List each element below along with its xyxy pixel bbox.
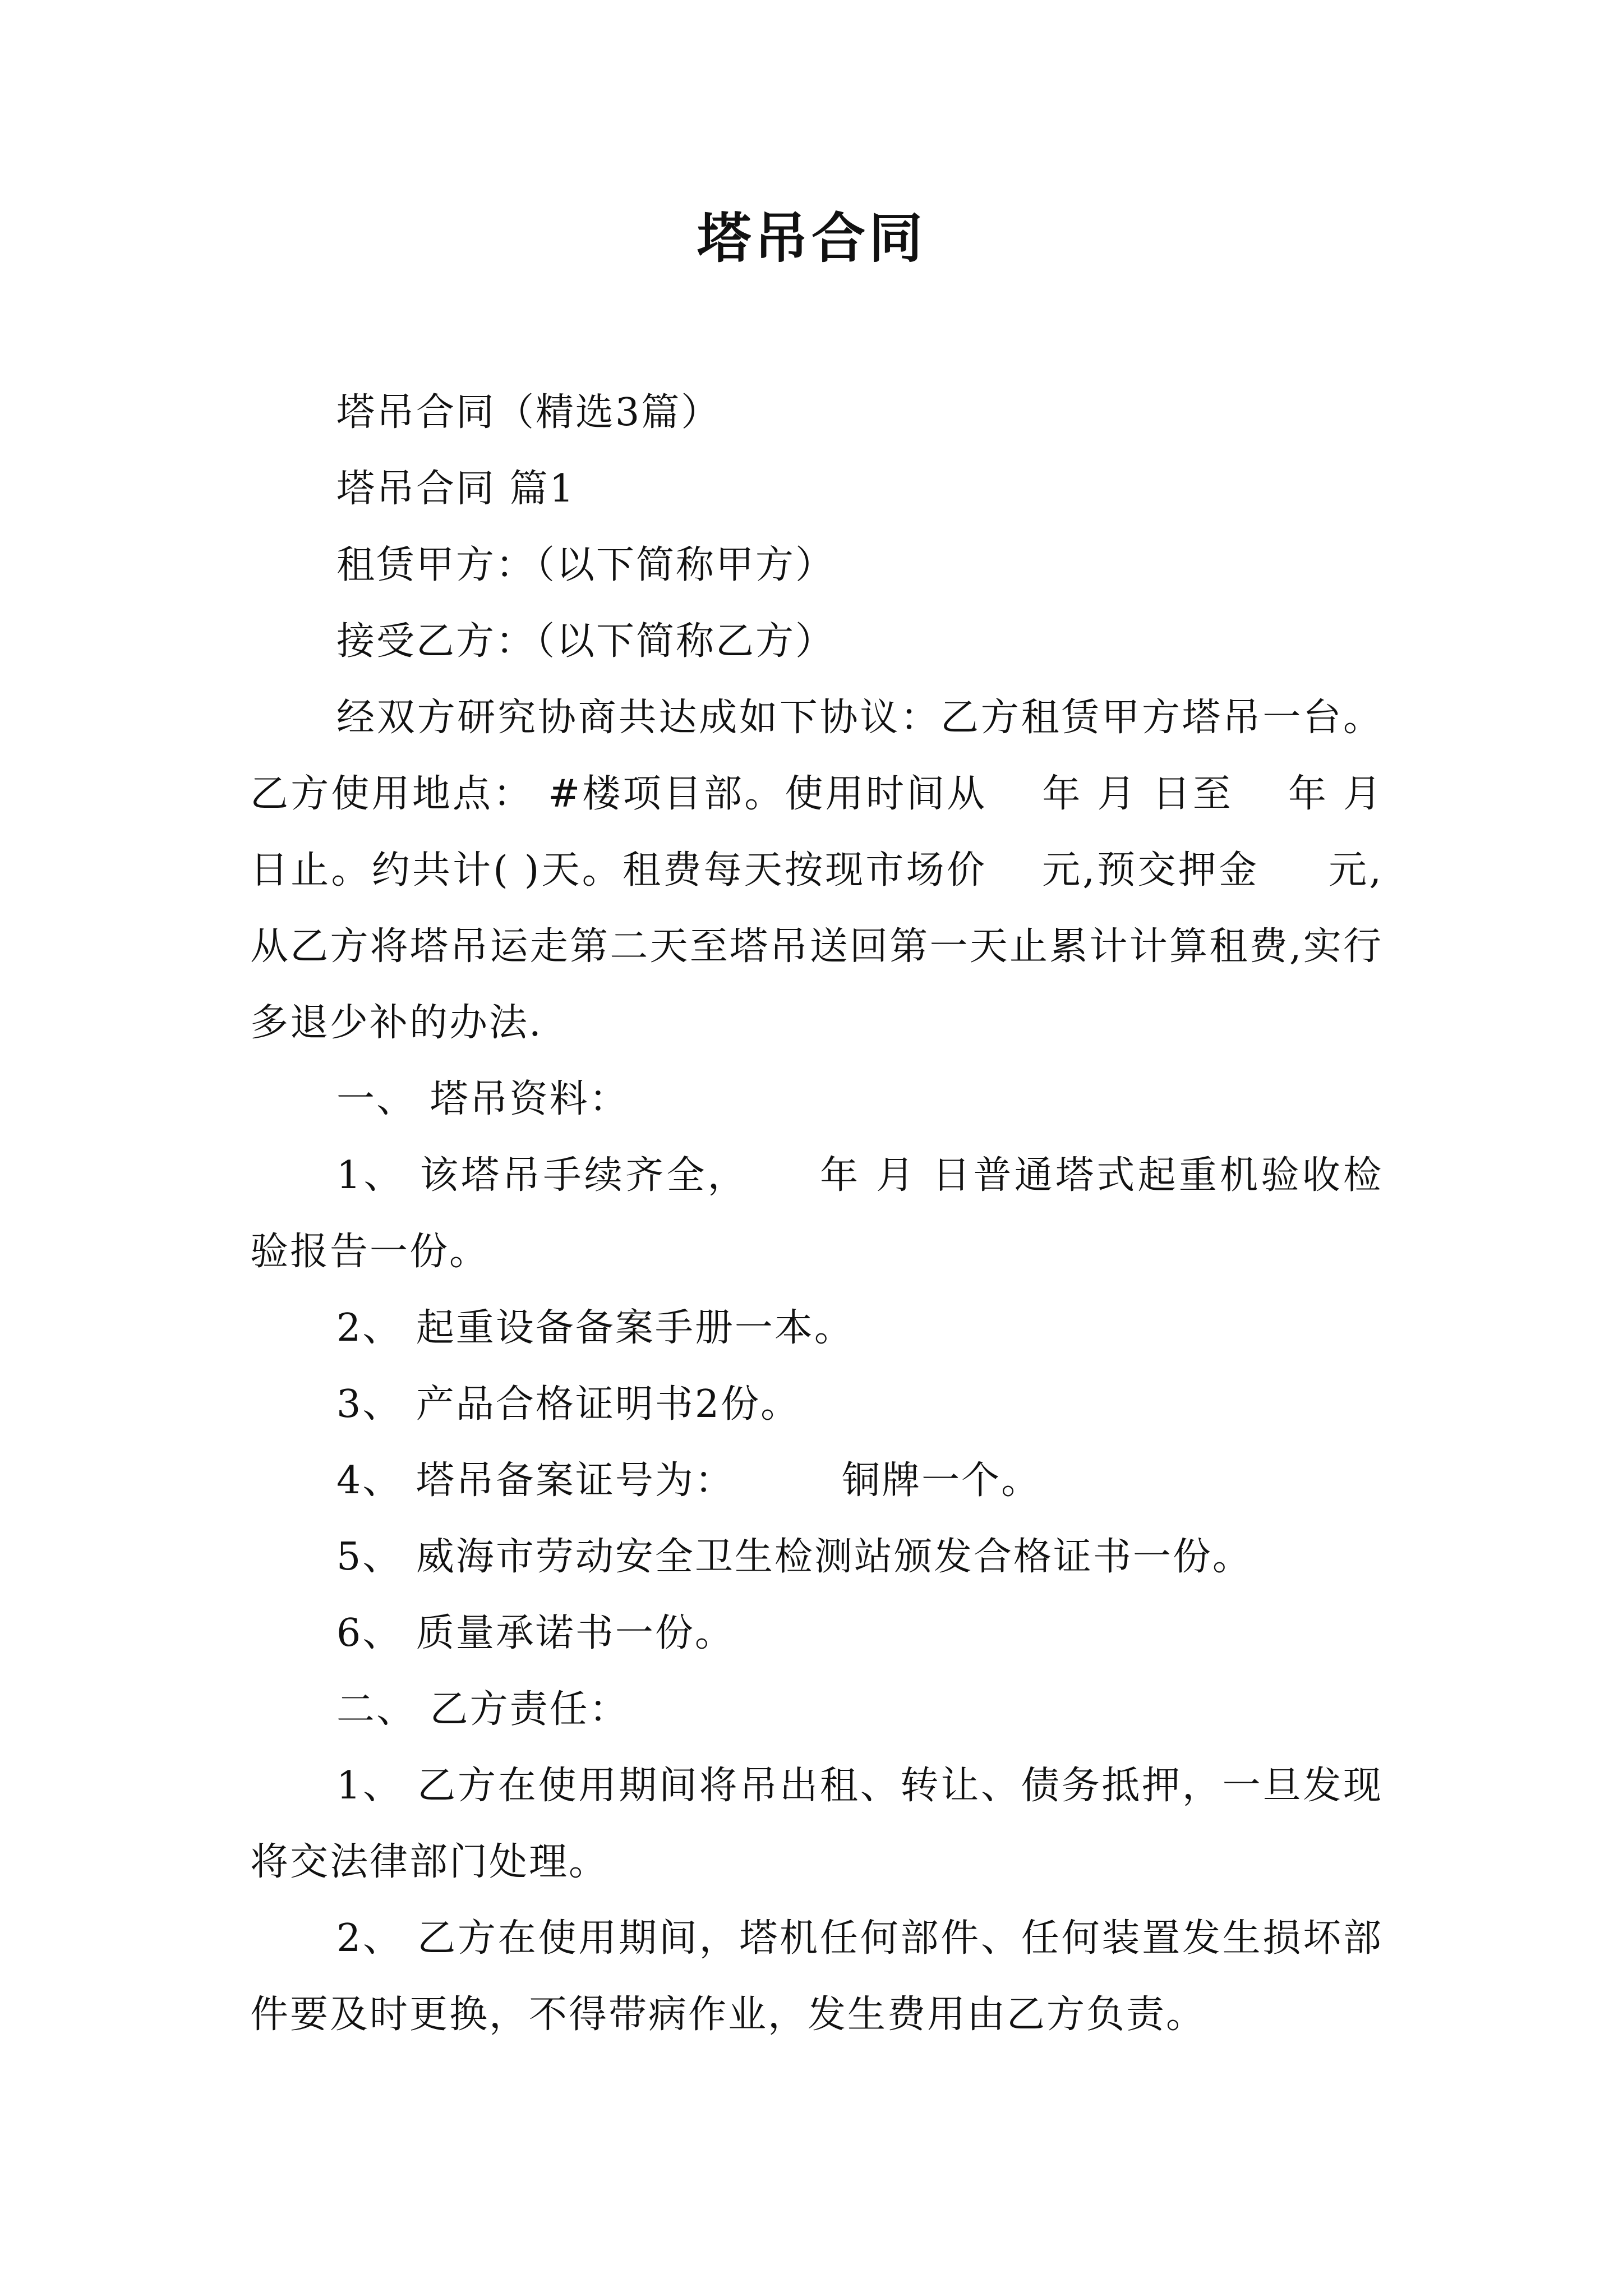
- paragraph-item: 1、 乙方在使用期间将吊出租、转让、债务抵押，一旦发现将交法律部门处理。: [250, 1764, 1383, 1884]
- paragraph-section-heading: 塔吊合同 篇1: [336, 467, 575, 511]
- paragraph-heading-materials: 一、 塔吊资料：: [336, 1077, 629, 1121]
- paragraph-item: 6、 质量承诺书一份。: [336, 1611, 735, 1655]
- paragraph-item: 4、 塔吊备案证号为： 铜牌一个。: [336, 1458, 1041, 1503]
- document-title: 塔吊合同: [697, 206, 926, 270]
- document-body: [250, 375, 1383, 2053]
- paragraph-subtitle: 塔吊合同（精选3篇）: [336, 390, 721, 435]
- paragraph-item: 5、 威海市劳动安全卫生检测站颁发合格证书一份。: [336, 1535, 1252, 1579]
- paragraph-item: 2、 乙方在使用期间，塔机任何部件、任何装置发生损坏部件要及时更换，不得带病作业，发生费用由乙方负责。: [250, 1916, 1383, 2037]
- paragraph-party-a: 租赁甲方：（以下简称甲方）: [336, 543, 836, 587]
- paragraph-item: 1、 该塔吊手续齐全， 年 月 日普通塔式起重机验收检验报告一份。: [250, 1153, 1383, 1274]
- paragraph-heading-responsibility: 二、 乙方责任：: [336, 1687, 629, 1732]
- paragraph-party-b: 接受乙方：（以下简称乙方）: [336, 619, 836, 664]
- paragraph-agreement: 经双方研究协商共达成如下协议：乙方租赁甲方塔吊一台。乙方使用地点： #楼项目部。使用时间从 年 月 日至 年 月 日止。约共计( )天。租费每天按现市场价 元,预交押金 元,从乙方将塔吊运走第二天至塔吊送回第一天止累计计算租费,实行多退少补的办法.: [250, 696, 1383, 1045]
- paragraph-item: 2、 起重设备备案手册一本。: [336, 1306, 854, 1350]
- paragraph-item: 3、 产品合格证明书2份。: [336, 1382, 801, 1427]
